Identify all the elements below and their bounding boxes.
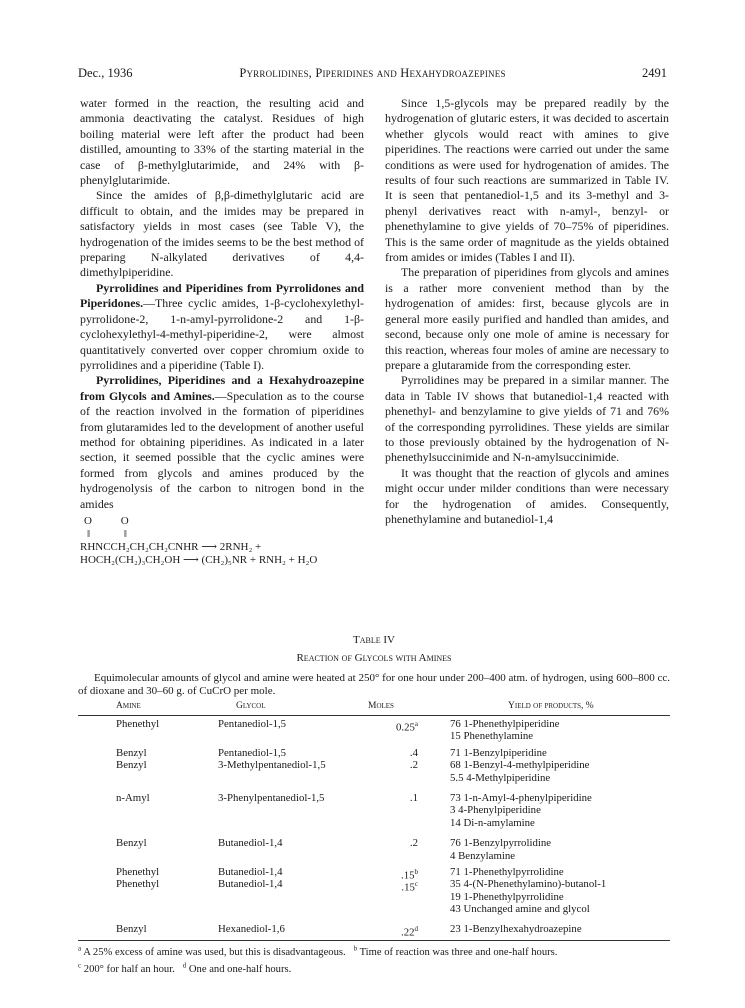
paragraph: The preparation of piperidines from glycols and amines is a rather more convenient method than by the hydrogenation of amides: first, because glycols are in general more easily purified and handled than amides, and second, because only one mole of amine is necessary for this reaction, whereas four moles of amine are necessary to prepare a glutaramide from the corresponding ester. — [385, 265, 669, 372]
table-body — [78, 718, 670, 940]
carbonyl-oxygens: O O — [84, 514, 129, 527]
amine-cell: Phenethyl — [116, 878, 160, 891]
table-footnotes — [78, 940, 670, 977]
amine-cell: Phenethyl — [116, 718, 160, 730]
table-header-row — [78, 701, 670, 716]
table-grid — [78, 701, 670, 940]
moles-cell — [378, 792, 418, 804]
glycol-cell: Hexanediol-1,6 — [218, 923, 285, 936]
paragraph: It was thought that the reaction of glycols and amines might occur under milder conditions than were necessary for the hydrogenation of amides. Consequently, phenethylamine and butanediol-1,4 — [385, 465, 669, 526]
table-row — [78, 865, 670, 882]
glycol-cell: Pentanediol-1,5 — [218, 746, 287, 759]
footnote-text: 200° for half an hour. — [83, 964, 175, 976]
paragraph: Pyrrolidines may be prepared in a similar manner. The data in Table IV shows that butanediol-1,4 reacted with phenethyl- and benzylamine to give yields of 71 and 76% of the corresponding pyrrolidines. These yields are similar to those previously obtained by the hydrogenation of N-phenethylsuccinimide and N-n-amylsuccinimide. — [385, 373, 669, 465]
footnote-text: A 25% excess of amine was used, but this is disadvantageous. — [83, 947, 346, 959]
yield-cell: 23 1-Benzylhexahydroazepine — [450, 923, 582, 936]
moles-value: .15 — [401, 869, 415, 882]
footnote-d — [182, 961, 292, 976]
footnote-text: One and one-half hours. — [188, 964, 292, 976]
footnote-marker: d — [182, 961, 187, 970]
table-row — [78, 837, 670, 849]
header-moles: Moles — [368, 701, 394, 711]
moles-value: .4 — [409, 746, 418, 759]
header-amine: Amine — [116, 701, 141, 711]
yield-cell: 76 1-Benzylpyrrolidine — [450, 837, 552, 850]
left-column — [80, 96, 364, 567]
glycol-cell: Butanediol-1,4 — [218, 837, 283, 850]
table-iv — [78, 634, 670, 977]
yield-cell: 68 1-Benzyl-4-methylpiperidine — [450, 759, 590, 772]
moles-value: .2 — [409, 759, 418, 772]
moles-cell — [378, 759, 418, 771]
paragraph: Since 1,5-glycols may be prepared readily by the hydrogenation of glutaric esters, it was decided to ascertain whether glycols would react with amines to give piperidines. The reactions were carried out under the same conditions as were used for hydrogenation of amides. The results of four such reactions are summarized in Table IV. It is seen that pentanediol-1,5 and its 3-methyl and 3-phenyl derivatives react with n-amyl-, benzyl- or phenethylamine to give yields of 70–75% of piperidines. This is the same order of magnitude as the yields obtained from amides or imides (Tables I and II). — [385, 96, 669, 265]
equation-line-1: RHNCCH₂CH₂CH₂CNHR ⟶ 2RNH₂ + — [80, 540, 262, 553]
yield-cell: 14 Di-n-amylamine — [450, 816, 535, 829]
table-row — [78, 923, 670, 940]
moles-value: .15 — [401, 881, 415, 894]
section-paragraph — [80, 373, 364, 512]
yield-cell: 5.5 4-Methylpiperidine — [450, 771, 551, 784]
yield-cell: 76 1-Phenethylpiperidine — [450, 718, 560, 730]
header-glycol: Glycol — [236, 701, 266, 711]
glycol-cell: 3-Phenylpentanediol-1,5 — [218, 791, 325, 804]
table-row — [78, 891, 670, 903]
page-number: 2491 — [642, 66, 667, 80]
table-row — [78, 850, 670, 862]
footnote-marker: b — [353, 944, 358, 953]
footnote-marker: d — [414, 925, 418, 934]
yield-cell: 35 4-(N-Phenethylamino)-butanol-1 — [450, 878, 607, 891]
footnote-marker: c — [414, 880, 418, 889]
moles-value: .1 — [409, 791, 418, 804]
paragraph: water formed in the reaction, the resulting acid and ammonia deactivating the catalyst. Residues of high boiling material were left after the product had been distilled, amounting to 33% of the starting material in the case of β-methylglutarimide, and 24% with β-phenylglutarimide. — [80, 96, 364, 188]
footnote-marker: c — [78, 961, 82, 970]
footnote-marker: a — [78, 944, 82, 953]
table-row — [78, 903, 670, 915]
section-heading: Pyrrolidines and Piperidines from Pyrrolidones and Piperidones. — [80, 280, 364, 311]
table-row — [78, 718, 670, 734]
equation-line-2: HOCH₂(CH₂)₃CH₂OH ⟶ (CH₂)₅NR + RNH₂ + H₂O — [80, 553, 318, 566]
amine-cell: Benzyl — [116, 923, 147, 936]
section-heading: Pyrrolidines, Piperidines and a Hexahydroazepine from Glycols and Amines. — [80, 373, 364, 403]
header-date: Dec., 1936 — [78, 66, 133, 80]
glycol-cell: Butanediol-1,4 — [218, 865, 283, 878]
yield-cell: 19 1-Phenethylpyrrolidine — [450, 890, 564, 903]
table-note: Equimolecular amounts of glycol and amine were heated at 250° for one hour under 200–400 atm. of hydrogen, using 600–800 cc. of dioxane and 30–60 g. of CuCrO per mole. — [78, 672, 670, 697]
glycol-cell: Butanediol-1,4 — [218, 878, 283, 891]
yield-cell: 3 4-Phenylpiperidine — [450, 804, 541, 817]
right-column — [385, 96, 669, 527]
yield-cell: 71 1-Phenethylpyrrolidine — [450, 865, 564, 878]
amine-cell: Benzyl — [116, 837, 147, 850]
footnote-text: Time of reaction was three and one-half hours. — [359, 947, 558, 959]
table-row — [78, 878, 670, 894]
running-header — [78, 66, 667, 82]
table-row — [78, 772, 670, 784]
table-row — [78, 792, 670, 804]
footnote-a — [78, 944, 346, 959]
amine-cell: Phenethyl — [116, 865, 160, 878]
footnote-b — [353, 944, 558, 959]
yield-cell: 4 Benzylamine — [450, 849, 516, 862]
glycol-cell: 3-Methylpentanediol-1,5 — [218, 759, 326, 772]
amine-cell: Benzyl — [116, 759, 147, 772]
moles-cell — [378, 747, 418, 759]
table-caption: Table IV — [353, 634, 395, 646]
yield-cell: 43 Unchanged amine and glycol — [450, 903, 590, 916]
section-paragraph — [80, 281, 364, 373]
footnote-marker: a — [414, 720, 418, 728]
glycol-cell: Pentanediol-1,5 — [218, 718, 287, 730]
yield-cell: 15 Phenethylamine — [450, 730, 534, 743]
header-yield: Yield of products, % — [508, 701, 594, 711]
table-row — [78, 730, 670, 742]
paragraph-text: —Three cyclic amides, 1-β-cyclohexylethyl-pyrrolidone-2, 1-n-amyl-pyrrolidone-2 and 1-β-cyclohexylethyl-4-methyl-piperidine-2, were almost quantitatively converted over copper chromium oxide to pyrrolidines and a piperidine (Table I). — [80, 296, 364, 372]
table-row — [78, 804, 670, 816]
amine-cell: Benzyl — [116, 746, 147, 759]
table-row — [78, 817, 670, 829]
amine-cell: n-Amyl — [116, 791, 150, 804]
paragraph-text: —Speculation as to the course of the reaction involved in the formation of piperidines from glutaramides led to the development of another useful method for obtaining piperidines. As indicated in a later section, it seemed possible that the cyclic amines were formed from glycols and amines produced by the hydrogenolysis of the carbon to nitrogen bond in the amides — [80, 388, 365, 511]
moles-value: .2 — [409, 837, 418, 850]
paragraph: Since the amides of β,β-dimethylglutaric acid are difficult to obtain, and the imides may be prepared in satisfactory yields in most cases (see Table V), the hydrogenation of the imides seems to be the best method of preparing N-alkylated derivatives of 4,4-dimethylpiperidine. — [80, 188, 364, 280]
yield-cell: 71 1-Benzylpiperidine — [450, 746, 547, 759]
footnote-marker: b — [414, 867, 418, 876]
table-row — [78, 747, 670, 759]
double-bonds: ‖ ‖ — [87, 527, 127, 540]
yield-cell: 73 1-n-Amyl-4-phenylpiperidine — [450, 791, 592, 804]
moles-cell — [378, 837, 418, 849]
table-title: Reaction of Glycols with Amines — [296, 652, 452, 664]
reaction-equation — [80, 515, 364, 567]
header-title: Pyrrolidines, Piperidines and Hexahydroazepines — [239, 66, 506, 80]
moles-value: 0.25 — [395, 721, 415, 734]
moles-value: .22 — [401, 927, 415, 940]
moles-cell — [378, 923, 418, 939]
table-row — [78, 759, 670, 771]
footnote-c — [78, 961, 175, 976]
